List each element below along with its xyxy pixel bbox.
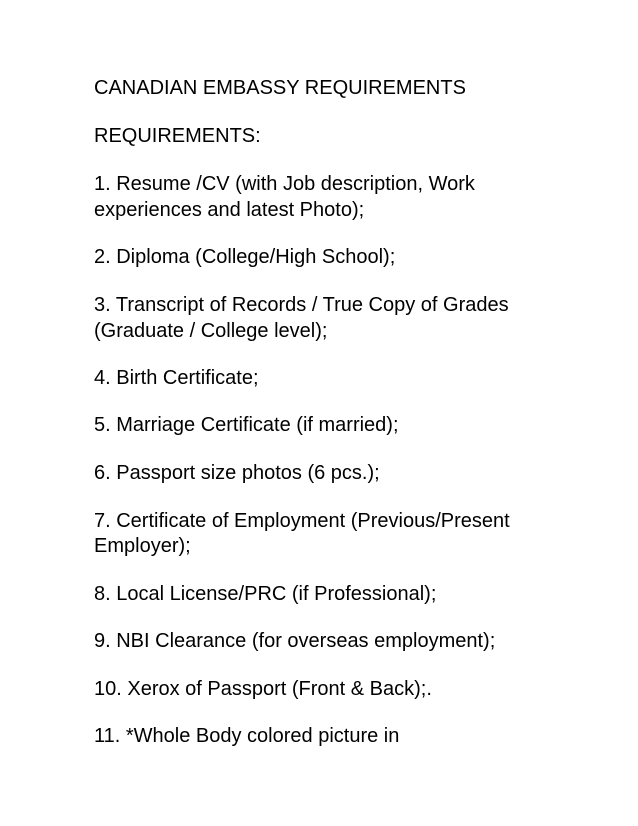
list-item-line: 6. Passport size photos (6 pcs.); bbox=[94, 462, 380, 484]
list-item-line: (Graduate / College level); bbox=[94, 320, 328, 342]
list-item-line: 7. Certificate of Employment (Previous/Present bbox=[94, 510, 510, 532]
list-item-line: Employer); bbox=[94, 535, 191, 557]
list-item-line: 4. Birth Certificate; bbox=[94, 367, 259, 389]
list-item-line: 11. *Whole Body colored picture in bbox=[94, 725, 400, 747]
list-item-line: 10. Xerox of Passport (Front & Back);. bbox=[94, 678, 432, 700]
list-item-line: 1. Resume /CV (with Job description, Work bbox=[94, 173, 475, 195]
list-item-line: 8. Local License/PRC (if Professional); bbox=[94, 583, 437, 605]
list-item-line: 5. Marriage Certificate (if married); bbox=[94, 414, 399, 436]
list-item-line: experiences and latest Photo); bbox=[94, 199, 365, 221]
requirements-heading: REQUIREMENTS: bbox=[94, 125, 261, 147]
list-item-line: 2. Diploma (College/High School); bbox=[94, 246, 396, 268]
list-item-line: 3. Transcript of Records / True Copy of Grades bbox=[94, 294, 509, 316]
list-item-line: 9. NBI Clearance (for overseas employment); bbox=[94, 630, 496, 652]
document-title: CANADIAN EMBASSY REQUIREMENTS bbox=[94, 77, 466, 99]
